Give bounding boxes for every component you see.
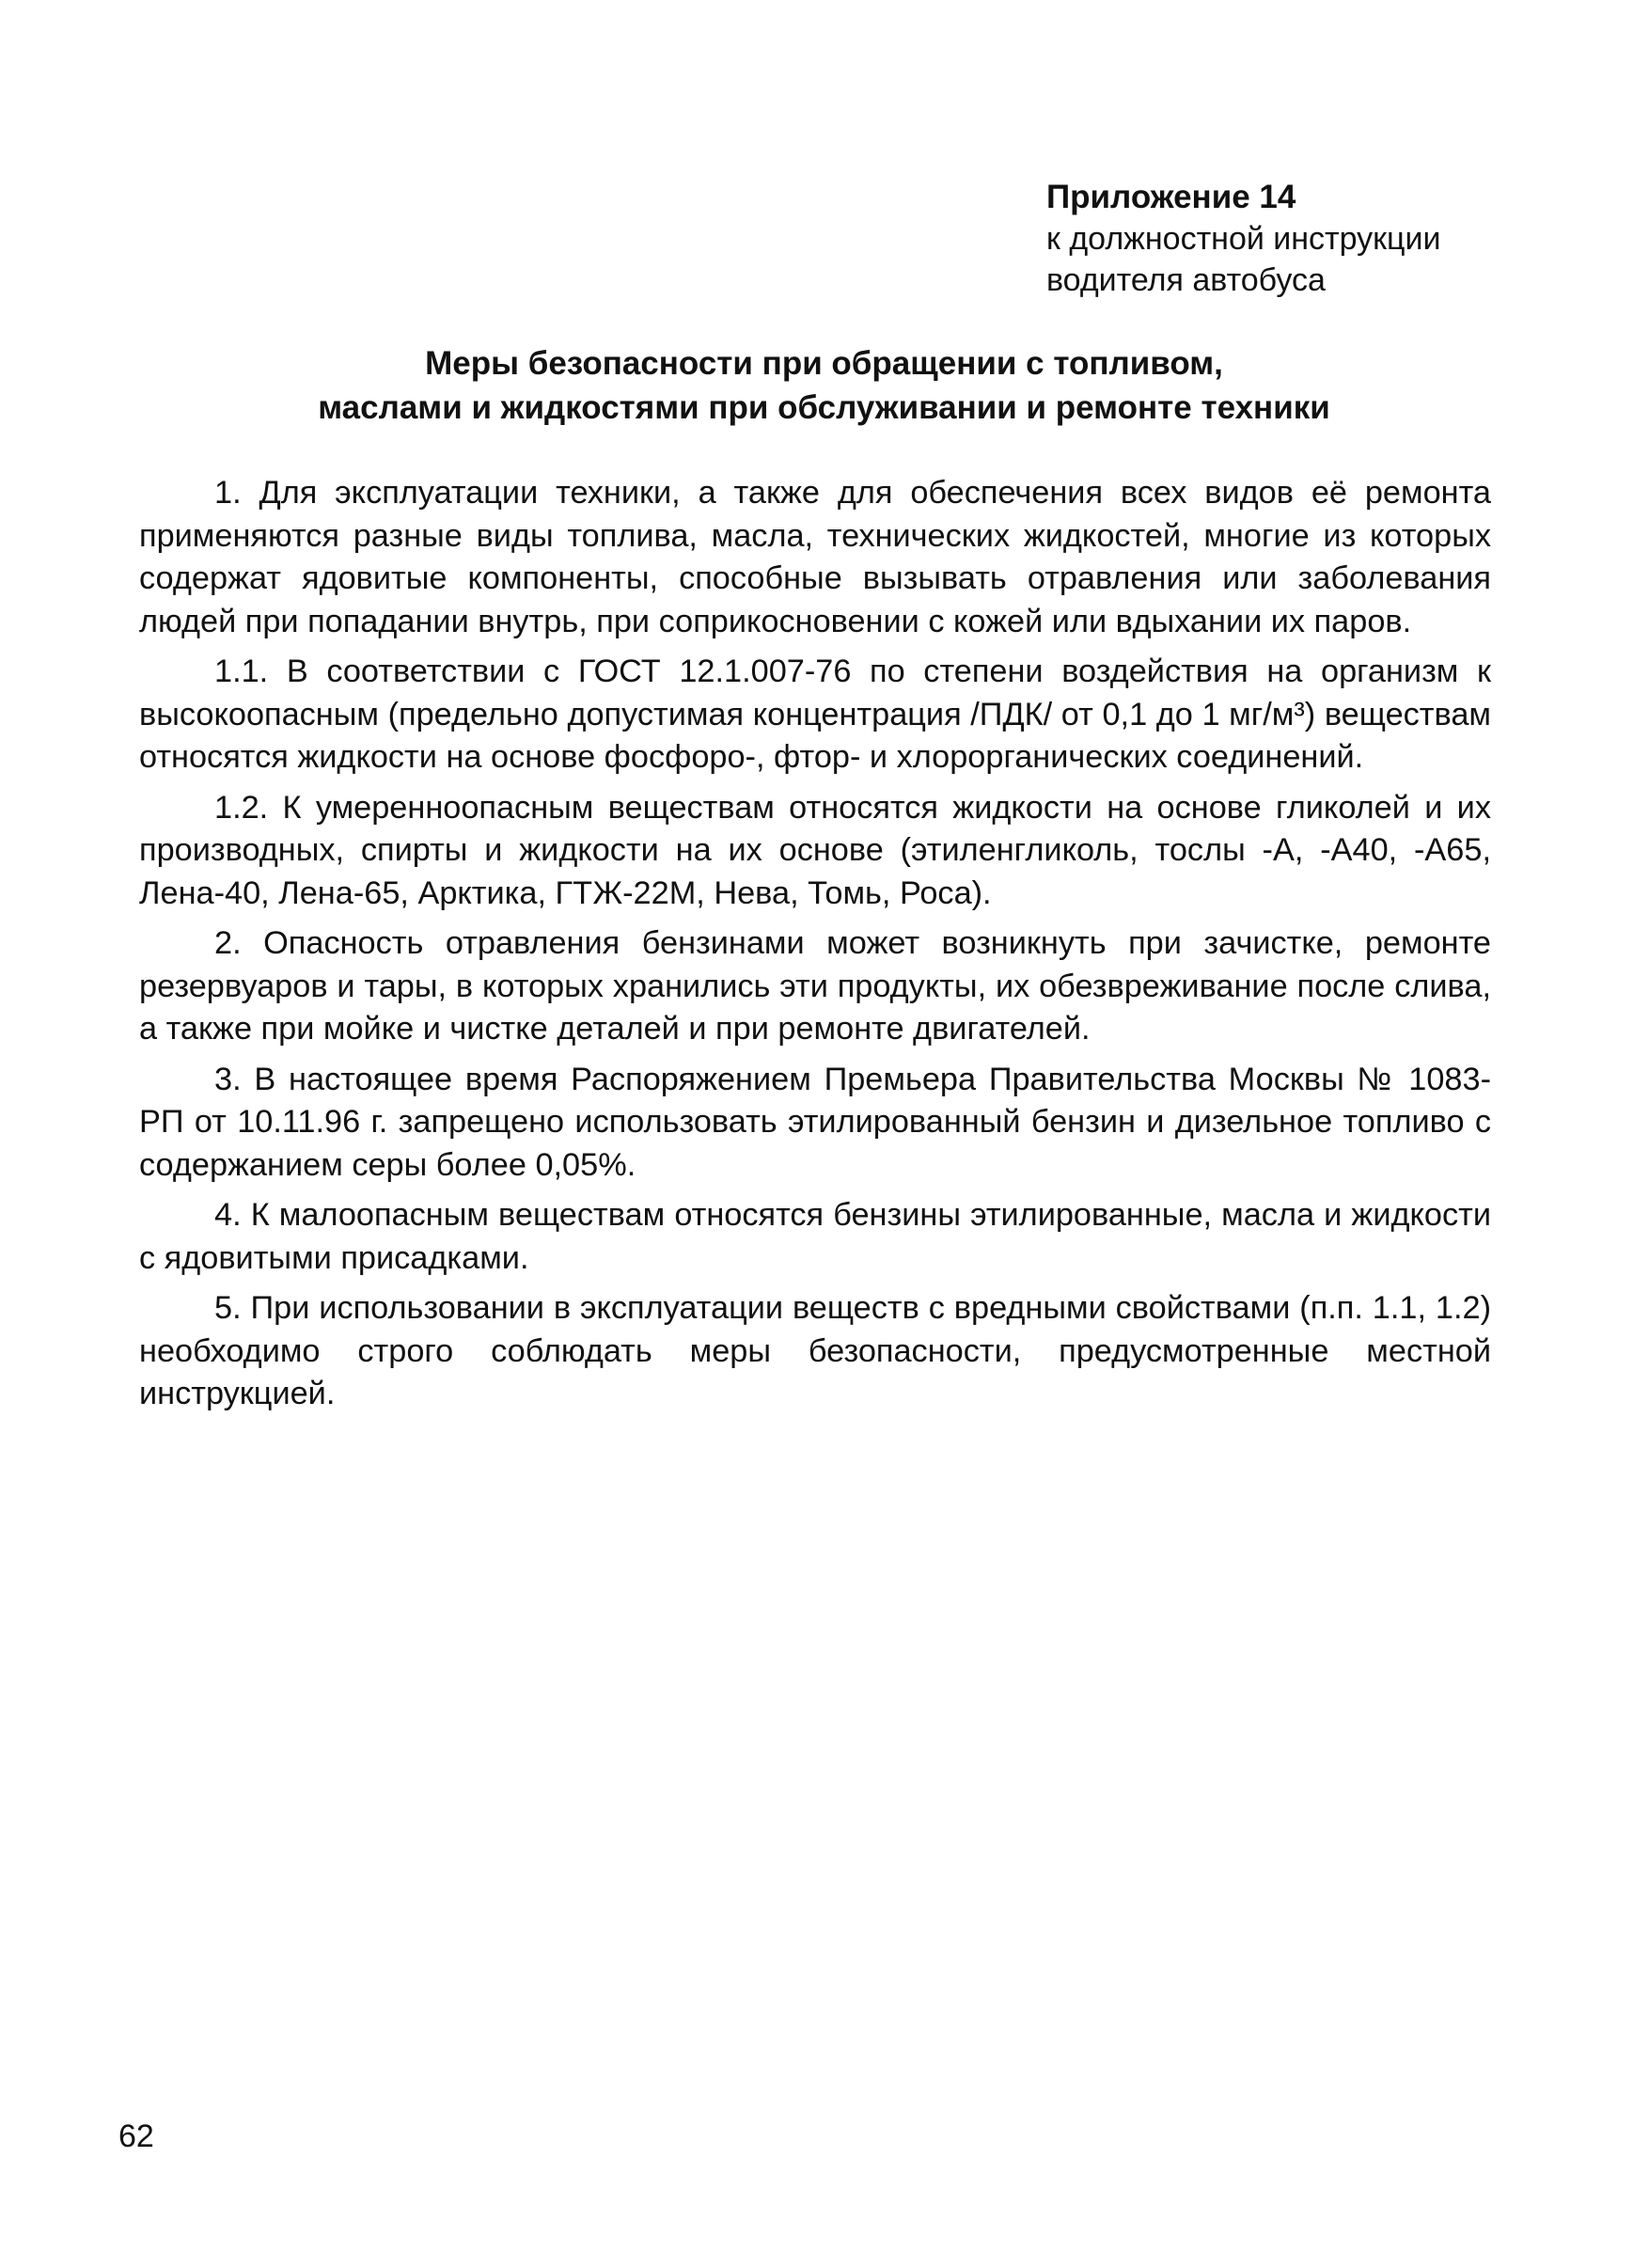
paragraph-3: 3. В настоящее время Распоряжением Премьера Правительства Москвы № 1083-РП от 10.11.96 г. запрещено использовать этилированный бензин и дизельное топливо с содержанием серы более 0,05%. [139, 1061, 1491, 1183]
appendix-line-2: водителя автобуса [1046, 262, 1326, 298]
appendix-header [1046, 177, 1573, 301]
paragraph-4: 4. К малоопасным веществам относятся бензины этилированные, масла и жидкости с ядовитыми присадками. [139, 1197, 1491, 1276]
document-body [139, 472, 1491, 1416]
document-title-line-1: Меры безопасности при обращении с топливом, [425, 345, 1223, 382]
appendix-title: Приложение 14 [1046, 179, 1296, 215]
page-number: 62 [118, 2118, 154, 2154]
document-title-line-2: маслами и жидкостями при обслуживании и ремонте техники [318, 389, 1330, 426]
paragraph-1-2: 1.2. К умеренноопасным веществам относятся жидкости на основе гликолей и их производных, спирты и жидкости на их основе (этиленгликоль, тослы -А, -А40, -А65, Лена-40, Лена-65, Арктика, ГТЖ-22М, Нева, Томь, Роса). [139, 789, 1491, 911]
document-title [141, 341, 1507, 430]
appendix-line-1: к должностной инструкции [1046, 221, 1441, 257]
paragraph-1: 1. Для эксплуатации техники, а также для обеспечения всех видов её ремонта применяются разные виды топлива, масла, технических жидкостей, многие из которых содержат ядовитые компоненты, способные вызывать отравления или заболевания людей при попадании внутрь, при соприкосновении с кожей или вдыхании их паров. [139, 475, 1491, 639]
paragraph-5: 5. При использовании в эксплуатации веществ с вредными свойствами (п.п. 1.1, 1.2) необходимо строго соблюдать меры безопасности, предусмотренные местной инструкцией. [139, 1290, 1491, 1411]
paragraph-2: 2. Опасность отравления бензинами может возникнуть при зачистке, ремонте резервуаров и тары, в которых хранились эти продукты, их обезвреживание после слива, а также при мойке и чистке деталей и при ремонте двигателей. [139, 925, 1491, 1047]
paragraph-1-1: 1.1. В соответствии с ГОСТ 12.1.007-76 по степени воздействия на организм к высокоопасным (предельно допустимая концентрация /ПДК/ от 0,1 до 1 мг/м³) веществам относятся жидкости на основе фосфоро-, фтор- и хлорорганических соединений. [139, 654, 1491, 775]
